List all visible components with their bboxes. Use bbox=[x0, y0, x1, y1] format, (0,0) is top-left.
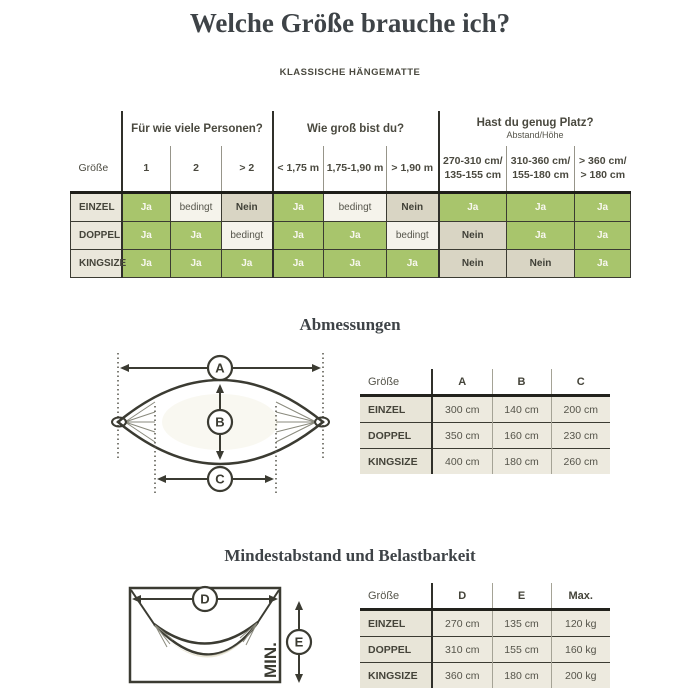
column-header-row bbox=[71, 146, 631, 193]
table-row bbox=[360, 637, 610, 663]
row-label: DOPPEL bbox=[360, 637, 432, 663]
col-header: C bbox=[551, 369, 610, 396]
answer-cell: Ja bbox=[324, 222, 387, 250]
header-row bbox=[360, 583, 610, 610]
col-header: D bbox=[432, 583, 492, 610]
hammock-dimensions-diagram bbox=[108, 352, 336, 502]
value-cell: 160 cm bbox=[492, 423, 551, 449]
hammock-clew-left bbox=[155, 625, 173, 647]
row-label: KINGSIZE bbox=[71, 250, 122, 278]
answer-cell: Ja bbox=[273, 193, 324, 222]
answer-cell: bedingt bbox=[387, 222, 439, 250]
col-header: E bbox=[492, 583, 551, 610]
answer-cell: Ja bbox=[575, 193, 631, 222]
answer-cell: Ja bbox=[222, 250, 273, 278]
answer-cell: Ja bbox=[122, 193, 171, 222]
rope-left bbox=[131, 590, 154, 624]
col-header: > 1,90 m bbox=[387, 146, 439, 193]
page-subtitle: KLASSISCHE HÄNGEMATTE bbox=[279, 67, 421, 78]
hammock-body bbox=[154, 622, 258, 655]
group-header-row bbox=[71, 111, 631, 146]
answer-cell: Nein bbox=[387, 193, 439, 222]
section-title-mindestabstand: Mindestabstand und Belastbarkeit bbox=[224, 546, 476, 565]
answer-cell: Nein bbox=[222, 193, 273, 222]
value-cell: 400 cm bbox=[432, 449, 492, 475]
svg-text:D: D bbox=[200, 591, 210, 607]
answer-cell: Nein bbox=[507, 250, 575, 278]
min-label: MIN. bbox=[261, 642, 280, 678]
value-cell: 360 cm bbox=[432, 663, 492, 689]
row-label: EINZEL bbox=[360, 396, 432, 423]
svg-text:C: C bbox=[215, 471, 225, 487]
col-header: Größe bbox=[360, 369, 432, 396]
hammock-strings-left bbox=[125, 402, 155, 442]
value-cell: 260 cm bbox=[551, 449, 610, 475]
col-header: > 2 bbox=[222, 146, 273, 193]
dimension-label-b-icon bbox=[208, 410, 232, 434]
section-title-abmessungen: Abmessungen bbox=[299, 315, 401, 334]
row-label: KINGSIZE bbox=[360, 663, 432, 689]
col-header: Größe bbox=[360, 583, 432, 610]
col-header: 1 bbox=[122, 146, 171, 193]
answer-cell: Ja bbox=[575, 222, 631, 250]
table-row-einzel bbox=[71, 193, 631, 222]
hanging-hammock-diagram bbox=[118, 580, 318, 692]
corner-empty bbox=[71, 111, 122, 146]
col-header: 2 bbox=[171, 146, 222, 193]
svg-text:E: E bbox=[294, 634, 304, 650]
page-title: Welche Größe brauche ich? bbox=[189, 8, 511, 38]
row-label: EINZEL bbox=[71, 193, 122, 222]
row-label: DOPPEL bbox=[71, 222, 122, 250]
col-header: B bbox=[492, 369, 551, 396]
value-cell: 120 kg bbox=[551, 610, 610, 637]
value-cell: 270 cm bbox=[432, 610, 492, 637]
abmessungen-table bbox=[360, 369, 610, 474]
table-row bbox=[360, 396, 610, 423]
group-persons-title: Für wie viele Personen? bbox=[131, 122, 263, 135]
col-header: 1,75-1,90 m bbox=[324, 146, 387, 193]
rope-right bbox=[258, 590, 279, 622]
dimension-label-d-icon bbox=[193, 587, 217, 611]
answer-cell: Ja bbox=[387, 250, 439, 278]
value-cell: 180 cm bbox=[492, 663, 551, 689]
row-label: DOPPEL bbox=[360, 423, 432, 449]
group-height-title: Wie groß bist du? bbox=[307, 122, 405, 135]
answer-cell: Ja bbox=[122, 250, 171, 278]
answer-cell: Ja bbox=[439, 193, 507, 222]
mindestabstand-table bbox=[360, 583, 610, 688]
value-cell: 160 kg bbox=[551, 637, 610, 663]
table-row bbox=[360, 610, 610, 637]
answer-cell: bedingt bbox=[324, 193, 387, 222]
answer-cell: Ja bbox=[171, 222, 222, 250]
answer-cell: Ja bbox=[122, 222, 171, 250]
answer-cell: Ja bbox=[324, 250, 387, 278]
answer-cell: Ja bbox=[273, 222, 324, 250]
answer-cell: Ja bbox=[507, 193, 575, 222]
answer-cell: Ja bbox=[507, 222, 575, 250]
col-header: Max. bbox=[551, 583, 610, 610]
value-cell: 180 cm bbox=[492, 449, 551, 475]
value-cell: 300 cm bbox=[432, 396, 492, 423]
answer-cell: bedingt bbox=[222, 222, 273, 250]
dimension-label-a-icon bbox=[208, 356, 232, 380]
value-cell: 155 cm bbox=[492, 637, 551, 663]
table-row bbox=[360, 423, 610, 449]
corner-label: Größe bbox=[78, 161, 109, 174]
table-row-doppel bbox=[71, 222, 631, 250]
value-cell: 200 cm bbox=[551, 396, 610, 423]
header-row bbox=[360, 369, 610, 396]
value-cell: 350 cm bbox=[432, 423, 492, 449]
col-header: 270-310 cm/ 135-155 cm bbox=[439, 146, 507, 193]
col-header: 310-360 cm/ 155-180 cm bbox=[507, 146, 575, 193]
group-space bbox=[439, 111, 631, 146]
dimension-label-e-icon bbox=[287, 630, 311, 654]
answer-cell: Ja bbox=[171, 250, 222, 278]
svg-text:B: B bbox=[215, 414, 225, 430]
svg-text:A: A bbox=[215, 360, 225, 376]
answer-cell: Ja bbox=[575, 250, 631, 278]
answer-cell: Nein bbox=[439, 250, 507, 278]
answer-cell: Nein bbox=[439, 222, 507, 250]
value-cell: 230 cm bbox=[551, 423, 610, 449]
col-header: > 360 cm/ > 180 cm bbox=[575, 146, 631, 193]
group-space-subtitle: Abstand/Höhe bbox=[506, 130, 564, 140]
table-row-kingsize bbox=[71, 250, 631, 278]
dimension-label-c-icon bbox=[208, 467, 232, 491]
value-cell: 200 kg bbox=[551, 663, 610, 689]
value-cell: 140 cm bbox=[492, 396, 551, 423]
group-space-title: Hast du genug Platz? bbox=[476, 117, 594, 129]
table-row bbox=[360, 449, 610, 475]
col-header: A bbox=[432, 369, 492, 396]
col-header: < 1,75 m bbox=[273, 146, 324, 193]
size-guide-table bbox=[70, 111, 631, 278]
row-label: EINZEL bbox=[360, 610, 432, 637]
group-persons bbox=[122, 111, 273, 146]
table-row bbox=[360, 663, 610, 689]
row-label: KINGSIZE bbox=[360, 449, 432, 475]
answer-cell: Ja bbox=[273, 250, 324, 278]
value-cell: 310 cm bbox=[432, 637, 492, 663]
answer-cell: bedingt bbox=[171, 193, 222, 222]
group-height bbox=[273, 111, 439, 146]
hammock-strings-right bbox=[276, 402, 316, 442]
value-cell: 135 cm bbox=[492, 610, 551, 637]
